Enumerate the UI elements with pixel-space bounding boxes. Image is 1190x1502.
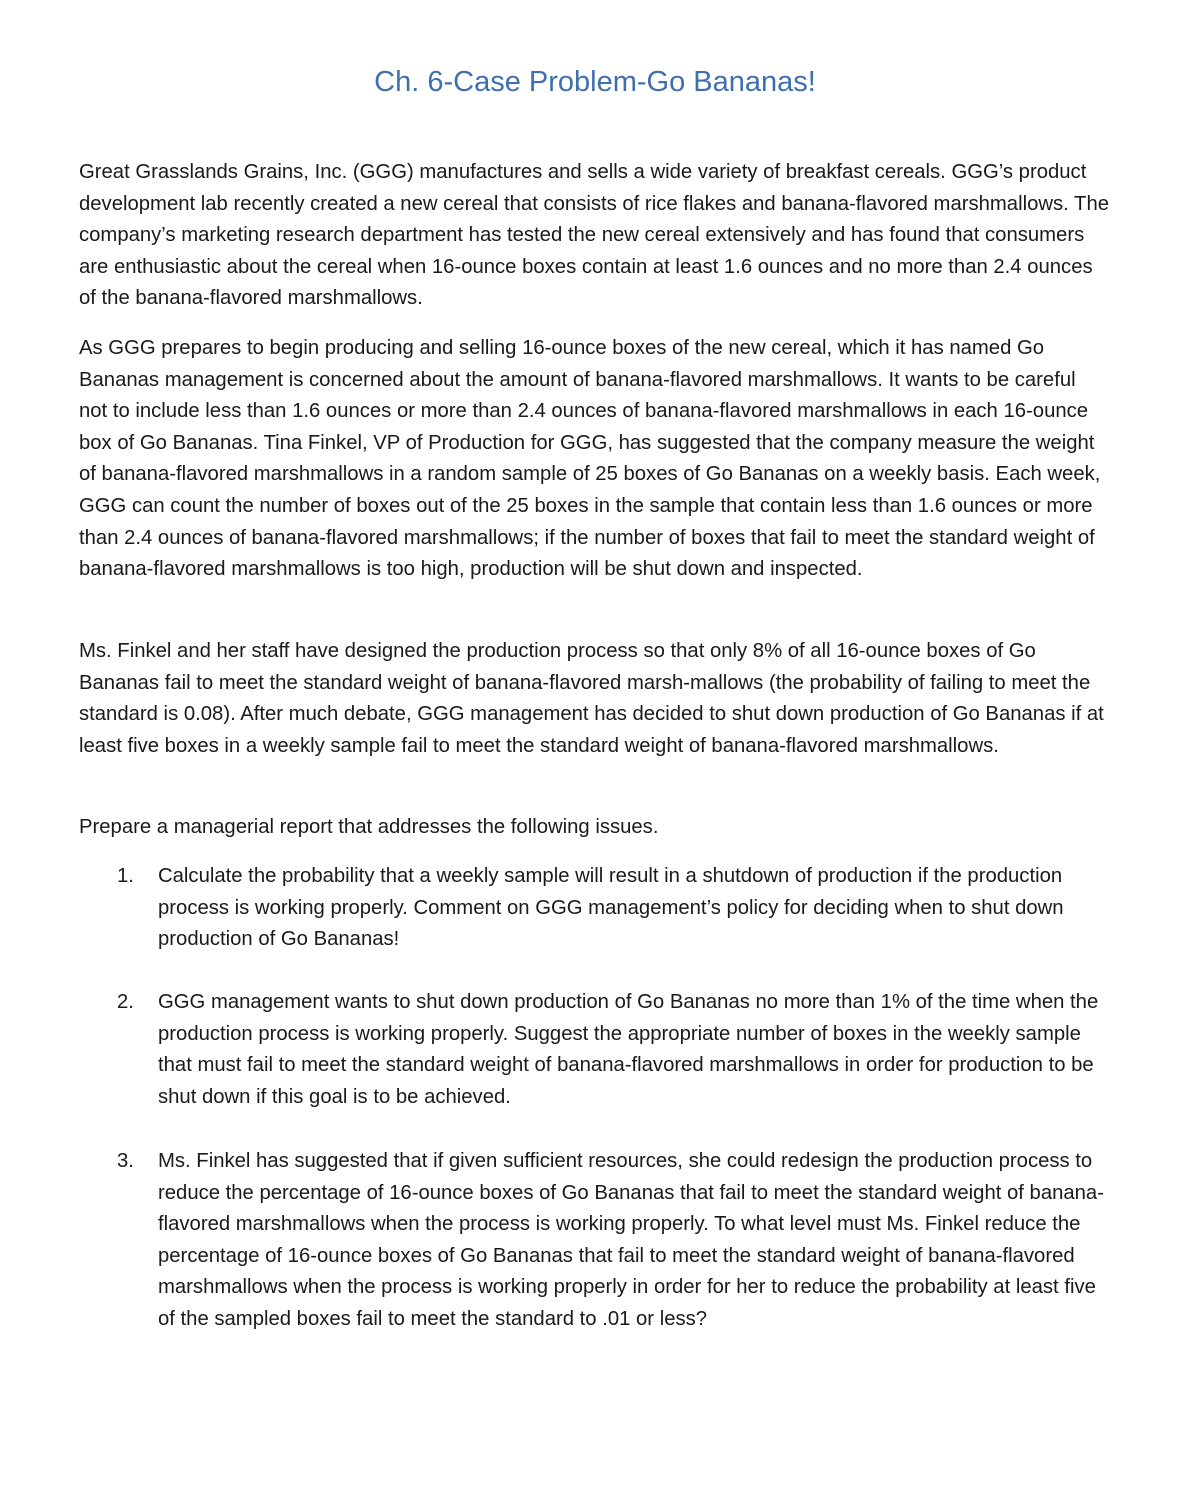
question-item xyxy=(79,987,1109,1113)
paragraph-report-instructions: Prepare a managerial report that addresses the following issues. xyxy=(79,816,659,838)
question-item xyxy=(79,1146,1109,1336)
question-text: GGG management wants to shut down production of Go Bananas no more than 1% of the time when the production process is working properly. Suggest the appropriate number of boxes in the weekly sample that must fail to meet the standard weight of banana-flavored marshmallows in order for production to be shut down if this goal is to be achieved. xyxy=(158,991,1099,1108)
paragraph-shutdown-policy: Ms. Finkel and her staff have designed the production process so that only 8% of all 16-ounce boxes of Go Bananas fail to meet the standard weight of banana-flavored marsh-mallows (the probability of failing to meet the standard is 0.08). After much debate, GGG management has decided to shut down production of Go Bananas if at least five boxes in a weekly sample fail to meet the standard weight of banana-flavored marshmallows. xyxy=(79,640,1104,757)
question-number: 3. xyxy=(117,1150,134,1172)
paragraph-sampling-plan: As GGG prepares to begin producing and selling 16-ounce boxes of the new cereal, which it has named Go Bananas management is concerned about the amount of banana-flavored marshmallows. It wants to be careful not to include less than 1.6 ounces or more than 2.4 ounces of banana-flavored marshmallows in each 16-ounce box of Go Bananas. Tina Finkel, VP of Production for GGG, has suggested that the company measure the weight of banana-flavored marshmallows in a random sample of 25 boxes of Go Bananas on a weekly basis. Each week, GGG can count the number of boxes out of the 25 boxes in the sample that contain less than 1.6 ounces or more than 2.4 ounces of banana-flavored marshmallows; if the number of boxes that fail to meet the standard weight of banana-flavored marshmallows is too high, production will be shut down and inspected. xyxy=(79,337,1101,581)
question-text: Ms. Finkel has suggested that if given sufficient resources, she could redesign the production process to reduce the percentage of 16-ounce boxes of Go Bananas that fail to meet the standard weight of banana-flavored marshmallows when the process is working properly. To what level must Ms. Finkel reduce the percentage of 16-ounce boxes of Go Bananas that fail to meet the standard weight of banana-flavored marshmallows when the process is working properly in order for her to reduce the probability at least five of the sampled boxes fail to meet the standard to .01 or less? xyxy=(158,1150,1104,1330)
question-number: 2. xyxy=(117,991,134,1013)
question-text: Calculate the probability that a weekly sample will result in a shutdown of production if the production process is working properly. Comment on GGG management’s policy for deciding when to shut down production of Go Bananas! xyxy=(158,865,1064,951)
document-title: Ch. 6-Case Problem-Go Bananas! xyxy=(374,66,816,98)
question-number: 1. xyxy=(117,865,134,887)
question-item xyxy=(79,861,1109,956)
paragraph-intro: Great Grasslands Grains, Inc. (GGG) manufactures and sells a wide variety of breakfast cereals. GGG’s product development lab recently created a new cereal that consists of rice flakes and banana-flavored marshmallows. The company’s marketing research department has tested the new cereal extensively and has found that consumers are enthusiastic about the cereal when 16-ounce boxes contain at least 1.6 ounces and no more than 2.4 ounces of the banana-flavored marshmallows. xyxy=(79,161,1110,310)
